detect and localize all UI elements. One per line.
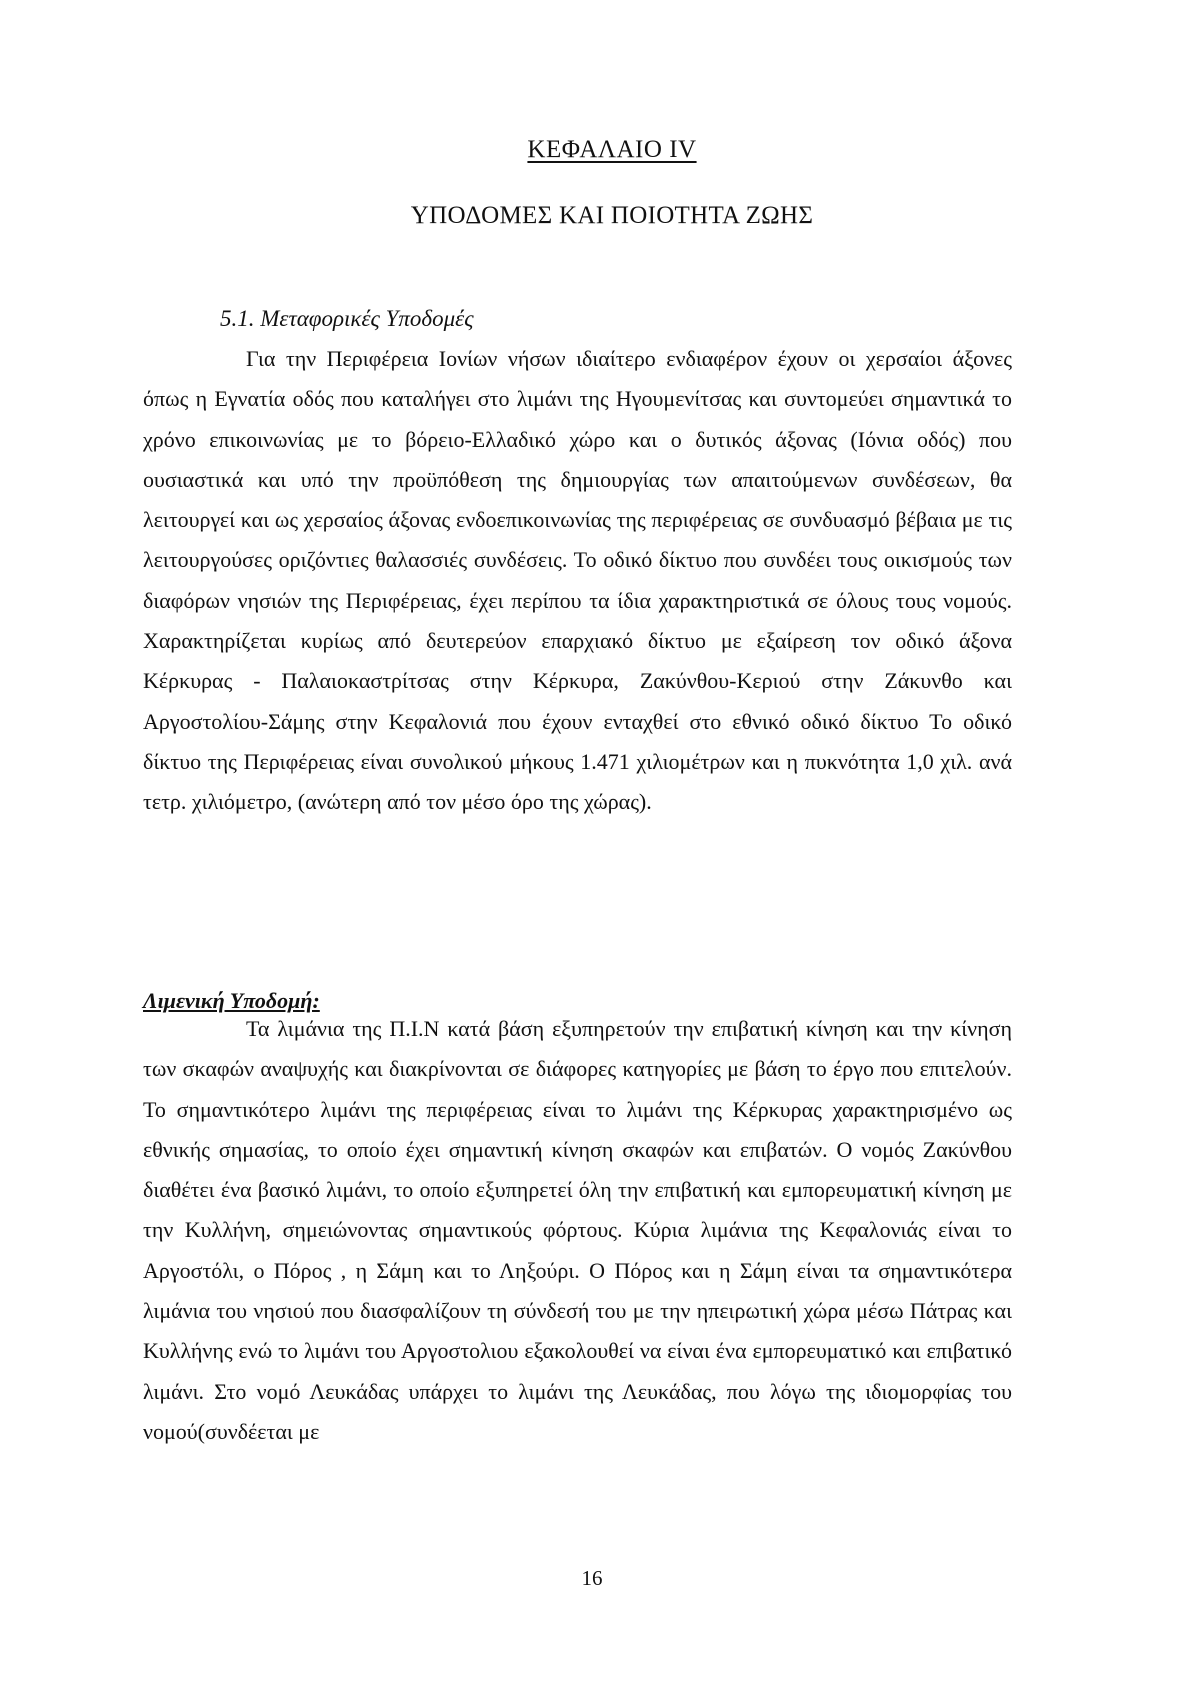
chapter-title-text: ΚΕΦΑΛΑΙΟ IV (527, 136, 697, 163)
page-subtitle: ΥΠΟΔΟΜΕΣ ΚΑΙ ΠΟΙΟΤΗΤΑ ΖΩΗΣ (410, 202, 814, 229)
paragraph-harbors: Τα λιμάνια της Π.Ι.Ν κατά βάση εξυπηρετούν την επιβατική κίνηση και την κίνηση των σκαφών αναψυχής και διακρίνονται σε διάφορες κατηγορίες με βάση το έργο που επιτελούν. Το σημαντικότερο λιμάνι της περιφέρειας είναι το λιμάνι της Κέρκυρας χαρακτηρισμένο ως εθνικής σημασίας, το οποίο έχει σημαντική κίνηση σκαφών και επιβατών. Ο νομός Ζακύνθου διαθέτει ένα βασικό λιμάνι, το οποίο εξυπηρετεί όλη την επιβατική και εμπορευματική κίνηση με την Κυλλήνη, σημειώνοντας σημαντικούς φόρτους. Κύρια λιμάνια της Κεφαλονιάς είναι το Αργοστόλι, ο Πόρος , η Σάμη και το Ληξούρι. Ο Πόρος και η Σάμη είναι τα σημαντικότερα λιμάνια του νησιού που διασφαλίζουν τη σύνδεσή του με την ηπειρωτική χώρα μέσω Πάτρας και Κυλλήνης ενώ το λιμάνι του Αργοστολιου εξακολουθεί να είναι ένα εμπορευματικό και επιβατικό λιμάνι. Στο νομό Λευκάδας υπάρχει το λιμάνι της Λευκάδας, που λόγω της ιδιομορφίας του νομού(συνδέεται με (143, 1016, 1012, 1444)
body-block-transport (143, 339, 1012, 823)
section-heading: 5.1. Μεταφορικές Υποδομές (220, 306, 474, 331)
body-block-harbors (143, 1009, 1012, 1452)
harbor-heading: Λιμενική Υποδομή: (143, 988, 320, 1013)
paragraph-road-network: Για την Περιφέρεια Ιονίων νήσων ιδιαίτερο ενδιαφέρον έχουν οι χερσαίοι άξονες όπως η Εγνατία οδός που καταλήγει στο λιμάνι της Ηγουμενίτσας και συντομεύει σημαντικά το χρόνο επικοινωνίας με το βόρειο-Ελλαδικό χώρο και ο δυτικός άξονας (Ιόνια οδός) που ουσιαστικά και υπό την προϋπόθεση της δημιουργίας των απαιτούμενων συνδέσεων, θα λειτουργεί και ως χερσαίος άξονας ενδοεπικοινωνίας της περιφέρειας σε συνδυασμό βέβαια με τις λειτουργούσες οριζόντιες θαλασσιές συνδέσεις. Το οδικό δίκτυο που συνδέει τους οικισμούς των διαφόρων νησιών της Περιφέρειας, έχει περίπου τα ίδια χαρακτηριστικά σε όλους τους νομούς. Χαρακτηρίζεται κυρίως από δευτερεύον επαρχιακό δίκτυο με εξαίρεση τον οδικό άξονα Κέρκυρας - Παλαιοκαστρίτσας στην Κέρκυρα, Ζακύνθου-Κεριού στην Ζάκυνθο και Αργοστολίου-Σάμης στην Κεφαλονιά που έχουν ενταχθεί στο εθνικό οδικό δίκτυο Το οδικό δίκτυο της Περιφέρειας είναι συνολικού μήκους 1.471 χιλιομέτρων και η πυκνότητα 1,0 χιλ. ανά τετρ. χιλιόμετρο, (ανώτερη από τον μέσο όρο της χώρας). (143, 346, 1012, 815)
chapter-title (0, 136, 1184, 164)
page-number: 16 (581, 1566, 603, 1590)
